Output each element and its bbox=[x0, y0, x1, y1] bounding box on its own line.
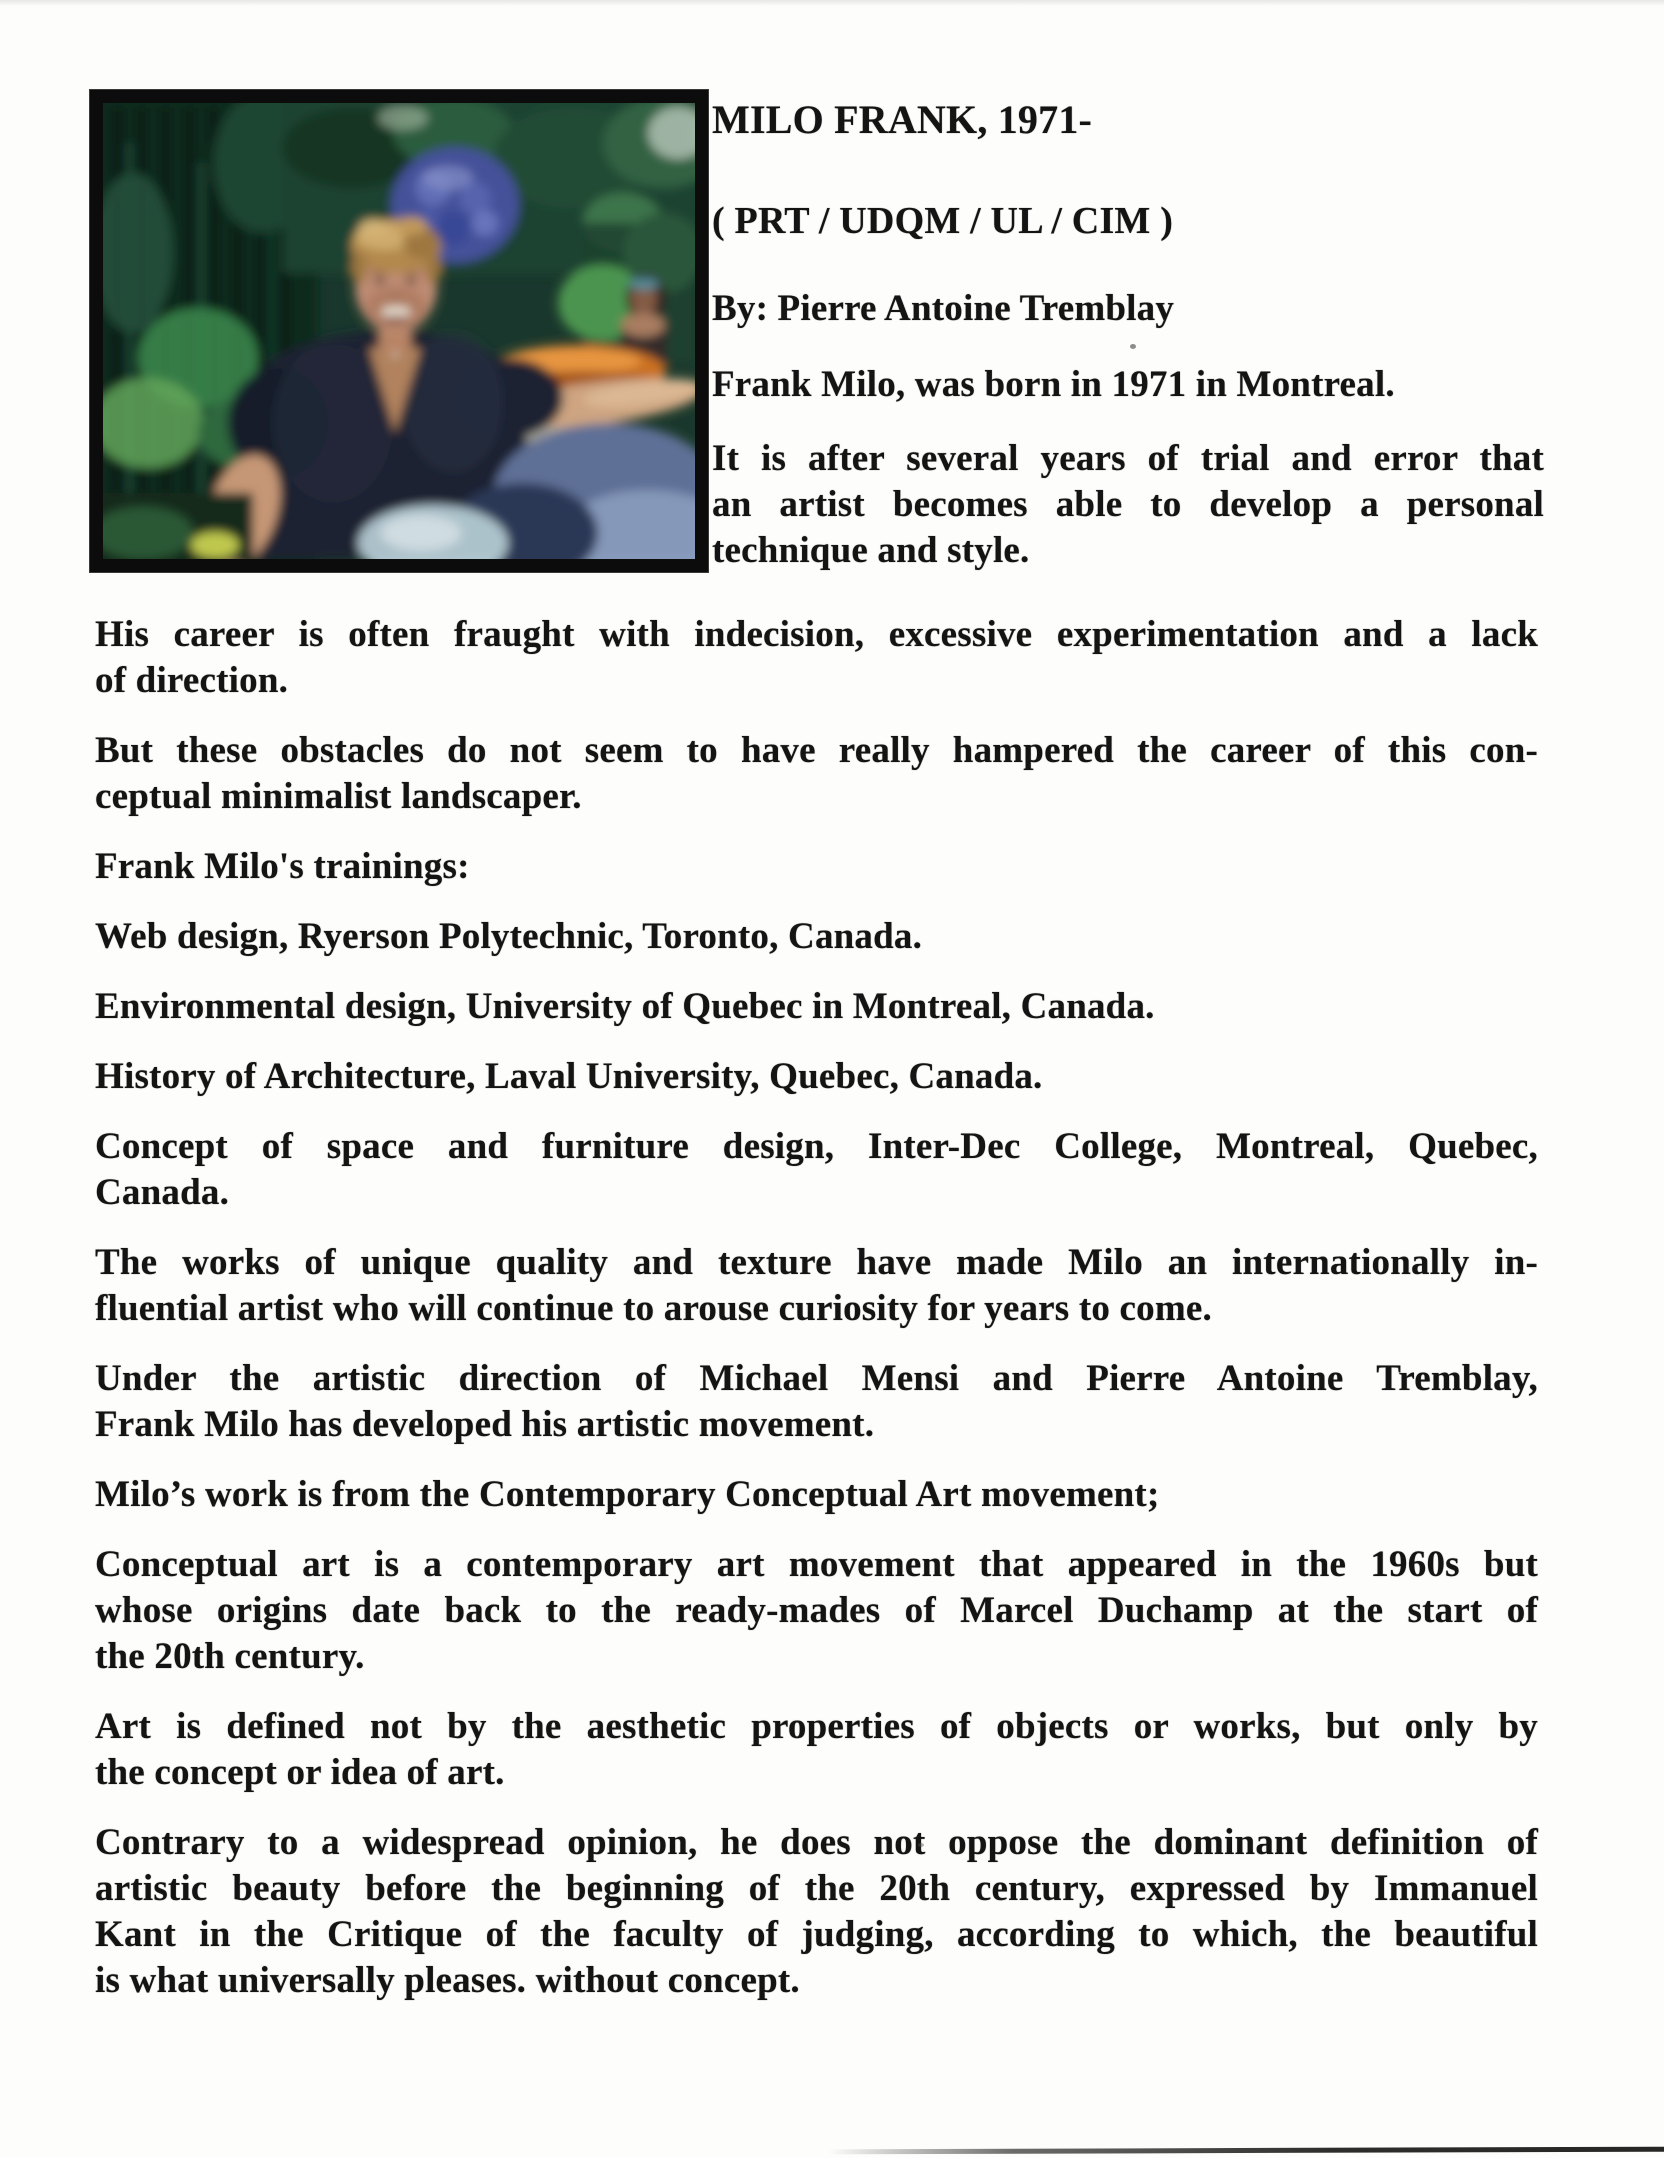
text-line: whose origins date back to the ready-mades of Marcel Duchamp at the start of bbox=[95, 1590, 1538, 1631]
paragraph bbox=[95, 844, 1538, 890]
birth-line: Frank Milo, was born in 1971 in Montreal. bbox=[712, 364, 1395, 405]
paragraph bbox=[95, 1820, 1538, 2004]
paragraph bbox=[95, 914, 1538, 960]
intro-paragraph bbox=[712, 436, 1544, 574]
text-line: fluential artist who will continue to arouse curiosity for years to come. bbox=[95, 1288, 1212, 1329]
text-line: Contrary to a widespread opinion, he does not oppose the dominant definition of bbox=[95, 1822, 1538, 1863]
text-line: Environmental design, University of Quebec in Montreal, Canada. bbox=[95, 986, 1155, 1027]
text-line: Art is defined not by the aesthetic properties of objects or works, but only by bbox=[95, 1706, 1538, 1747]
text-line: the 20th century. bbox=[95, 1636, 365, 1677]
paragraph bbox=[95, 1124, 1538, 1216]
institution-codes: ( PRT / UDQM / UL / CIM ) bbox=[712, 200, 1174, 242]
text-line: Frank Milo has developed his artistic movement. bbox=[95, 1404, 875, 1445]
text-line: of direction. bbox=[95, 660, 289, 701]
text-line: But these obstacles do not seem to have really hampered the career of this con- bbox=[95, 730, 1538, 771]
paragraph bbox=[95, 1240, 1538, 1332]
page-title: MILO FRANK, 1971- bbox=[712, 97, 1093, 142]
text-line: an artist becomes able to develop a personal bbox=[712, 484, 1544, 525]
text-line: Canada. bbox=[95, 1172, 230, 1213]
byline: By: Pierre Antoine Tremblay bbox=[712, 288, 1175, 329]
text-line: artistic beauty before the beginning of the 20th century, expressed by Immanuel bbox=[95, 1868, 1538, 1909]
portrait-photo bbox=[103, 103, 695, 559]
text-line: Frank Milo's trainings: bbox=[95, 846, 470, 887]
portrait-photo-frame bbox=[90, 90, 708, 572]
paragraph bbox=[95, 984, 1538, 1030]
paragraph bbox=[95, 1704, 1538, 1796]
scan-top-edge bbox=[0, 0, 1664, 6]
text-line: Under the artistic direction of Michael Mensi and Pierre Antoine Tremblay, bbox=[95, 1358, 1538, 1399]
paragraph bbox=[95, 1054, 1538, 1100]
scan-speck bbox=[1130, 344, 1136, 349]
text-line: History of Architecture, Laval University, Quebec, Canada. bbox=[95, 1056, 1043, 1097]
scan-speck bbox=[918, 1843, 924, 1847]
paragraph bbox=[95, 728, 1538, 820]
text-line: the concept or idea of art. bbox=[95, 1752, 505, 1793]
text-line: ceptual minimalist landscaper. bbox=[95, 776, 582, 817]
text-line: Concept of space and furniture design, Inter-Dec College, Montreal, Quebec, bbox=[95, 1126, 1538, 1167]
article-body bbox=[95, 612, 1538, 2028]
text-line: Kant in the Critique of the faculty of judging, according to which, the beautiful bbox=[95, 1914, 1538, 1955]
text-line: technique and style. bbox=[712, 530, 1030, 571]
paragraph bbox=[95, 1356, 1538, 1448]
text-line: Web design, Ryerson Polytechnic, Toronto, Canada. bbox=[95, 916, 923, 957]
text-line: The works of unique quality and texture have made Milo an internationally in- bbox=[95, 1242, 1538, 1283]
header-block bbox=[712, 96, 1544, 574]
paragraph bbox=[95, 1472, 1538, 1518]
paragraph bbox=[95, 1542, 1538, 1680]
text-line: Conceptual art is a contemporary art movement that appeared in the 1960s but bbox=[95, 1544, 1538, 1585]
text-line: It is after several years of trial and error that bbox=[712, 438, 1544, 479]
paragraph bbox=[95, 612, 1538, 704]
text-line: is what universally pleases. without concept. bbox=[95, 1960, 800, 2001]
text-line: His career is often fraught with indecision, excessive experimentation and a lack bbox=[95, 614, 1538, 655]
scan-bottom-edge-line bbox=[828, 2147, 1664, 2155]
text-line: Milo’s work is from the Contemporary Conceptual Art movement; bbox=[95, 1474, 1160, 1515]
